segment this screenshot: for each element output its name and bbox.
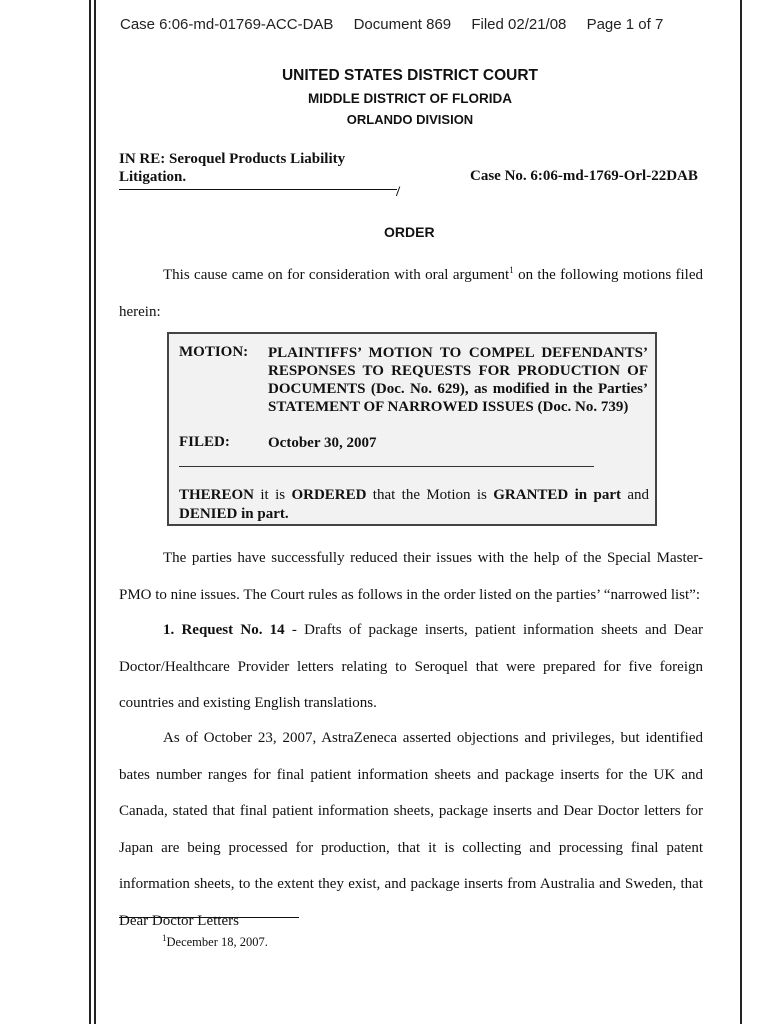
header-document-number: Document 869 xyxy=(353,16,452,33)
ruling-ordered: ORDERED xyxy=(291,487,367,503)
court-district: MIDDLE DISTRICT OF FLORIDA xyxy=(308,91,512,106)
body-paragraph-2: The parties have successfully reduced their issues with the help of the Special Master-PMO to nine issues. The Court rules as follows in the order listed on the parties’ “narrowed list”: xyxy=(119,550,703,603)
footnote-divider xyxy=(119,917,299,918)
court-name: UNITED STATES DISTRICT COURT xyxy=(281,67,539,84)
request-description: - Drafts of package inserts, patient information sheets and Dear Doctor/Healthcare Provider letters relating to Seroquel that were prepared for five foreign countries and existing English translations. xyxy=(119,622,703,711)
header-filed-date: Filed 02/21/08 xyxy=(471,16,567,33)
intro-text-end: on the following motions filed herein: xyxy=(119,267,704,320)
footnote-reference: 1 xyxy=(509,265,514,275)
court-division: ORLANDO DIVISION xyxy=(346,112,474,127)
case-number: Case No. 6:06-md-1769-Orl-22DAB xyxy=(470,168,698,184)
intro-paragraph xyxy=(119,252,703,330)
case-caption xyxy=(119,150,345,186)
caption-line-1: IN RE: Seroquel Products Liability xyxy=(119,151,346,167)
order-title: ORDER xyxy=(384,224,435,240)
right-margin-bar xyxy=(740,0,742,1024)
motion-box-divider xyxy=(179,466,594,467)
intro-text: This cause came on for consideration with oral argument xyxy=(163,267,510,283)
ruling-thereon: THEREON xyxy=(179,487,255,503)
header-page-number: Page 1 of 7 xyxy=(586,16,664,33)
footnote xyxy=(162,933,268,950)
filed-label: FILED: xyxy=(179,434,230,450)
filing-header xyxy=(120,16,679,33)
left-margin-bar-inner xyxy=(94,0,96,1024)
ruling-granted: GRANTED in part xyxy=(493,487,621,503)
ruling-text-2: that the Motion is xyxy=(366,487,494,503)
caption-slash: / xyxy=(396,184,401,200)
ruling-denied: DENIED in part. xyxy=(179,506,289,522)
motion-text: PLAINTIFFS’ MOTION TO COMPEL DEFENDANTS’ RESPONSES TO REQUESTS FOR PRODUCTION OF DOCUMENTS (Doc. No. 629), as modified in the Parties’ STATEMENT OF NARROWED ISSUES (Doc. No. 739) xyxy=(268,345,648,415)
motion-label: MOTION: xyxy=(179,344,249,360)
caption-line-2: Litigation. xyxy=(119,169,187,185)
caption-divider xyxy=(119,188,397,190)
ruling-text-3: and xyxy=(620,487,650,503)
ruling-text-1: it is xyxy=(254,487,292,503)
ruling-text xyxy=(179,486,649,524)
body-paragraph-4: As of October 23, 2007, AstraZeneca asserted objections and privileges, but identified bates number ranges for final patient information sheets and package inserts for the UK and Canada, stated that final patient information sheets, package inserts and Dear Doctor letters for Japan are being processed for production, that it is collecting and processing final patent information sheets, to the extent they exist, and package inserts from Australia and Sweden, that Dear Doctor Letters xyxy=(119,730,703,929)
footnote-mark: 1 xyxy=(162,933,167,943)
filed-date: October 30, 2007 xyxy=(268,435,377,451)
left-margin-bar xyxy=(89,0,91,1024)
footnote-text: December 18, 2007. xyxy=(166,935,268,950)
header-case-number: Case 6:06-md-01769-ACC-DAB xyxy=(120,16,334,33)
body-paragraph-3 xyxy=(119,612,703,722)
motion-box xyxy=(167,332,657,526)
request-heading: 1. Request No. 14 xyxy=(163,622,285,638)
